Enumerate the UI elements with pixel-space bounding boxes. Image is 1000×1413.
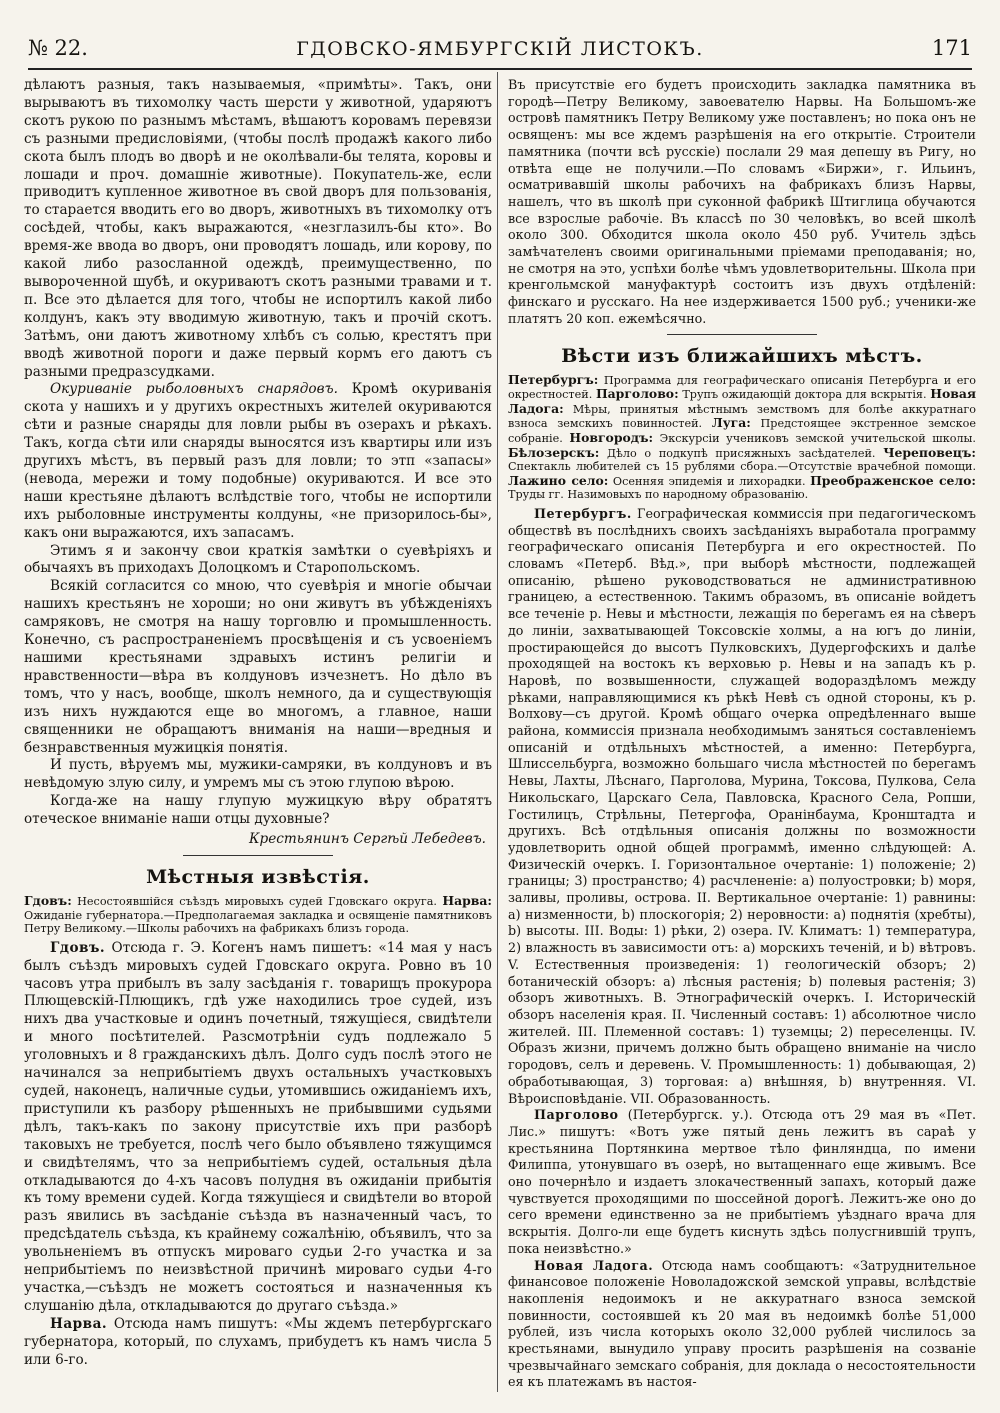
summary-text: Мѣры, принятыя мѣстнымъ земствомъ для болѣе аккуратнаго взноса земскихъ повинностей. bbox=[508, 402, 976, 431]
news-item-text: Отсюда намъ пишутъ: «Мы ждемъ петербургскаго губернатора, который, по слухамъ, прибудетъ къ намъ числа 5 или 6-го. bbox=[24, 1315, 492, 1368]
news-item-text: Отсюда г. Э. Когенъ намъ пишетъ: «14 мая у насъ былъ съѣздъ мировыхъ судей Гдовскаго округа. Ровно въ 10 часовъ утра прибылъ въ залу засѣданія г. товарищъ прокурора Плющевскій-Плющикъ, гдѣ уже находились трое судей, изъ нихъ два участковые и одинъ почетный, тяжущіеся, свидѣтели и много посѣтителей. Разсмотрѣніи судъ подлежало 5 уголовныхъ и 8 гражданскихъ дѣлъ. Долго судъ послѣ этого не начинался за неприбытіемъ двухъ остальныхъ участковыхъ судей, наконецъ, наличные судьи, утомившись ожиданіемъ ихъ, приступили къ разбору рѣшенныхъ не прибывшими судьями дѣлъ, такъ-какъ по закону присутствіе ихъ при разборѣ таковыхъ не требуется, послѣ чего было объявлено тяжущимся и свидѣтелямъ, что за неприбытіемъ судей, остальныя дѣла откладываются до 4-хъ часовъ полудня въ ожиданіи прибытія къ тому времени судей. Когда тяжущіеся и свидѣтели во второй разъ явились въ засѣданіе съѣзда въ назначенный часъ, то предсѣдатель съѣзда, къ крайнему сожалѣнію, объявилъ, что за увольненіемъ въ отпускъ мироваго судьи 2-го участка и за неприбытіемъ по неизвѣстной причинѣ мироваго судьи 4-го участка,—съѣздъ не можетъ состояться и назначенныя къ слушанію дѣла, откладываются до другаго съѣзда.» bbox=[24, 939, 492, 1314]
summary-place: Новгородъ: bbox=[569, 429, 654, 445]
summary-place: Новая Ладога: bbox=[508, 386, 976, 416]
author-signature: Крестьянинъ Сергѣй Лебедевъ. bbox=[249, 831, 486, 848]
summary-place: Преображенское село: bbox=[810, 472, 977, 488]
summary-place: Петербургъ: bbox=[508, 371, 599, 387]
paragraph: Когда-же на нашу глупую мужицкую вѣру обратятъ отеческое вниманіе наши отцы духовные? bbox=[24, 793, 492, 828]
news-item-place: Парголово bbox=[534, 1107, 619, 1123]
paragraph-text: Кромѣ окуриванія скота у нашихъ и у другихъ окрестныхъ жителей окуриваются сѣти и разные снаряды для ловли рыбы въ озерахъ и рѣкахъ. Такъ, когда сѣти или снаряды выносятся изъ квартиры или изъ другихъ мѣстъ, въ первый разъ для ловли; то этп «запасы» (невода, мережи и тому подобные) окуриваются. И все это наши крестьяне дѣлаютъ вслѣдствіе того, чтобы не испортили ихъ рыболовные инструменты колдуны, «не призорилось-бы», какъ они выражаются, ихъ запасамъ. bbox=[24, 381, 492, 541]
news-item bbox=[508, 1258, 976, 1392]
news-item bbox=[508, 506, 976, 1107]
summary-place: Парголово: bbox=[595, 386, 679, 402]
section-separator bbox=[183, 855, 333, 856]
newspaper-title: ГДОВСКО-ЯМБУРГСКІЙ ЛИСТОКЪ. bbox=[296, 38, 704, 60]
news-item-place: Петербургъ. bbox=[534, 505, 632, 521]
paragraph-lead: Окуриваніе рыболовныхъ снарядовъ. bbox=[50, 381, 338, 398]
summary-place: Череповецъ: bbox=[883, 444, 976, 460]
summary-text: Трупъ ожидающій доктора для вскрытія. bbox=[678, 388, 931, 402]
column-divider bbox=[497, 72, 498, 1392]
summary-text: Программа для географическаго описанія Петербурга и его окрестностей. bbox=[508, 373, 976, 402]
paragraph: Въ присутствіе его будетъ происходить закладка памятника въ городѣ—Петру Великому, завоевателю Нарвы. На Большомъ-же островѣ памятникъ Петру Великому уже поставленъ; но пока онъ не освященъ: мы все ждемъ разрѣшенія на его открытіе. Строители памятника (почти всѣ русскіе) послали 29 мая депешу въ Ригу, но отвѣта еще не получили.—По словамъ «Биржи», г. Ильинъ, осматривавшій школы рабочихъ на фабрикахъ близъ Нарвы, нашелъ, что въ школѣ при суконной фабрикѣ Штиглица обучаются все взрослые рабочіе. Въ классѣ по 30 человѣкъ, во всей школѣ около 300. Обходится школа около 450 руб. Учитель здѣсь замѣчателенъ своими оригинальными пріемами преподаванія; но, не смотря на это, успѣхи болѣе чѣмъ удовлетворительны. Школа при кренгольмской мануфактурѣ состоитъ изъ двухъ отдѣленій: финскаго и русскаго. На нее издерживается 1500 руб.; ученики-же платятъ 20 коп. ежемѣсячно. bbox=[508, 77, 976, 326]
left-column bbox=[24, 77, 492, 1370]
section-separator bbox=[667, 334, 817, 335]
section-title: Мѣстныя извѣстія. bbox=[146, 865, 370, 888]
summary-text: Несостоявшійся съѣздъ мировыхъ судей Гдовскаго округа. bbox=[71, 894, 443, 908]
summary-text: Дѣло о подкупѣ присяжныхъ засѣдателей. bbox=[599, 446, 884, 460]
news-item-place: Новая Ладога. bbox=[534, 1257, 654, 1273]
section-title: Вѣсти изъ ближайшихъ мѣстъ. bbox=[561, 344, 923, 367]
page-number: 171 bbox=[931, 36, 972, 60]
news-item-text: (Петербургск. у.). Отсюда отъ 29 мая въ «Пет. Лис.» пишутъ: «Вотъ уже пятый день лежитъ въ сараѣ у крестьянина Портянкина мертвое тѣло финляндца, по имени Филиппа, утонувшаго въ озерѣ, но вытащеннаго еще живымъ. Все оно почернѣло и издаетъ злокачественный запахъ, который даже чувствуется проходящими по шоссейной дорогѣ. Лежитъ-же оно до сего времени единственно за не прибытіемъ уѣзднаго врача для вскрытія. Долго-ли еще будетъ киснуть здѣсь полусгнившій трупъ, пока неизвѣстно.» bbox=[508, 1107, 976, 1256]
summary-text: Предстоящее экстренное земское собраніе. bbox=[508, 417, 976, 445]
summary-text: Экскурсіи учениковъ земской учительской школы. bbox=[653, 431, 976, 445]
summary-text: Осенняя эпидемія и лихорадки. bbox=[608, 474, 811, 488]
news-item-text: Географическая коммиссія при педагогическомъ обществѣ въ послѣднихъ своихъ засѣданіяхъ выработала программу географическаго описанія Петербурга и его окрестностей. По словамъ «Петерб. Вѣд.», при выборѣ мѣстности, подлежащей описанію, рѣшено руководствоваться не административною границею, а естественною. Такимъ образомъ, въ описаніе войдетъ все теченіе р. Невы и мѣстности, лежащія по берегамъ ея на сѣверъ до линіи, захватывающей Токсовскіе холмы, а на югъ до линіи, простирающейся до высотъ Пулковскихъ, Дудергофскихъ и далѣе проходящей на востокъ къ верховью р. Невы и на западъ къ р. Наровѣ, по возвышенности, служащей водораздѣломъ между рѣками, направляющимися къ рѣкѣ Невѣ съ одной стороны, къ р. Волхову—съ другой. Кромѣ общаго очерка опредѣленнаго выше района, коммиссія признала необходимымъ заняться составленіемъ описаній и отдѣльныхъ мѣстностей, а именно: Петербурга, Шлиссельбурга, возможно большаго числа мѣстностей по берегамъ Невы, Лахты, Лѣснаго, Парголова, Мурина, Токсова, Пулкова, Села Никольскаго, Царскаго Села, Павловска, Красного Села, Ропши, Гостилицъ, Стрѣльны, Петергофа, Оранінбаума, Кронштадта и другихъ. Всѣ отдѣльныя описанія должны по возможности удовлетворить одной общей программѣ, именно слѣдующей: А. Физическій очеркъ. І. Горизонтальное очертаніе: 1) положеніе; 2) границы; 3) пространство; 4) расчлененіе: а) полуостровки; b) моря, заливы, проливы, острова. II. Вертикальное очертаніе: 1) равнины: а) низменности, b) плоскогорія; 2) неровности: а) поднятія (хребты), b) высоты. III. Воды: 1) рѣки, 2) озера. IV. Климатъ: 1) температура, 2) влажность въ зависимости отъ: а) морскихъ теченій, и b) вѣтровъ. V. Естественныя произведенія: 1) геологическій обзоръ; 2) ботаническій обзоръ: а) лѣсныя растенія; b) полевыя растенія; 3) обзоръ животныхъ. В. Этнографическій очеркъ. I. Историческій обзоръ населенія края. II. Численный составъ: 1) абсолютное число жителей. III. Племенной составъ: 1) туземцы; 2) переселенцы. IV. Образъ жизни, причемъ должно быть обращено вниманіе на число городовъ, селъ и деревень. V. Промышленность: 1) добывающая, 2) обработывающая, 3) торговая: а) внѣшняя, b) внутренняя. VI. Вѣроисповѣданіе. VII. Образованность. bbox=[508, 505, 976, 1106]
paragraph: И пусть, вѣруемъ мы, мужики-самряки, въ колдуновъ и въ невѣдомую злую силу, и умремъ мы съ этою глупою вѣрою. bbox=[24, 757, 492, 792]
paragraph: дѣлаютъ разныя, такъ называемыя, «примѣты». Такъ, они вырываютъ въ тихомолку часть шерсти у животной, ударяютъ скотъ рукою по разнымъ мѣстамъ, вѣшаютъ коровамъ перевязи съ разными предисловіями, (чтобы послѣ продажѣ какого либо скота былъ плодъ во дворѣ и не околѣвали-бы телята, коровы и лошади и проч. домашніе животные). Покупатель-же, если приводитъ купленное животное въ свой дворъ для пользованія, то старается вводить его во дворъ, животныхъ въ тихомолку отъ сосѣдей, чтобы, какъ выражаются, «незглазилъ-бы кто». Во время-же ввода во дворъ, они проводятъ лошадь, или корову, по какой либо разосланной одеждѣ, преимущественно, по вывороченной шубѣ, и окуриваютъ скотъ разными травами и т. п. Все это дѣлается для того, чтобы не испортилъ какой либо колдунъ, какъ эту вводимую животную, такъ и прочій скотъ. Затѣмъ, они даютъ животному хлѣбъ съ солью, крестятъ при вводѣ животной пороги и даже первый кормъ его даютъ съ разными предразсудками. bbox=[24, 77, 492, 380]
summary-place: Гдовъ: bbox=[24, 892, 72, 908]
summary-place: Луга: bbox=[711, 415, 751, 431]
right-column bbox=[508, 77, 976, 1391]
section-summary bbox=[508, 373, 976, 502]
news-item-place: Нарва. bbox=[50, 1315, 108, 1332]
paragraph bbox=[24, 381, 492, 542]
news-item-place: Гдовъ. bbox=[50, 939, 106, 956]
news-item bbox=[24, 1316, 492, 1370]
section-summary bbox=[24, 894, 492, 936]
summary-place: Нарва: bbox=[442, 892, 492, 908]
news-item bbox=[508, 1107, 976, 1257]
news-item bbox=[24, 940, 492, 1316]
header-rule bbox=[28, 68, 972, 70]
paragraph: Всякій согласится со мною, что суевѣрія и многіе обычаи нашихъ крестьянъ не хороши; но они живутъ въ убѣжденіяхъ самряковъ, не смотря на нашу торговлю и промышленность. Конечно, съ распространеніемъ просвѣщенія и съ усвоеніемъ нашими крестьянами здравыхъ истинъ религіи и нравственности—вѣра въ колдуновъ изчезнетъ. Но дѣло въ томъ, что у насъ, вообще, школъ немного, да и существующія изъ нихъ нуждаются еще во многомъ, а главное, наши священники не обращаютъ вниманія на наши—вредныя и безнравственныя мужицкія понятія. bbox=[24, 578, 492, 756]
page-header bbox=[28, 36, 972, 66]
paragraph: Этимъ я и закончу свои краткія замѣтки о суевѣріяхъ и обычаяхъ въ приходахъ Долоцкомъ и Старопольскомъ. bbox=[24, 542, 492, 577]
summary-text: Спектакль любителей съ 15 рублями сбора.—Отсутствіе врачебной помощи. bbox=[508, 460, 976, 474]
news-item-text: Отсюда намъ сообщаютъ: «Затруднительное финансовое положеніе Новоладожской земской управы, вслѣдствіе накопленія недоимокъ и не аккуратнаго взноса земской повинности, состоявшей къ 20 мая въ недоимкѣ болѣе 51,000 рублей, изъ числа которыхъ около 32,000 рублей числилось за крестьянами, вынудило управу просить разрѣшенія на созваніе чрезвычайнаго земскаго собранія, для доклада о несостоятельности ея къ платежамъ въ настоя- bbox=[508, 1257, 976, 1390]
issue-number: № 22. bbox=[28, 36, 88, 60]
summary-text: Труды гг. Назимовыхъ по народному образованію. bbox=[508, 488, 809, 502]
summary-text: Ожиданіе губернатора.—Предполагаемая закладка и освященіе памятниковъ Петру Великому.—Школы рабочихъ на фабрикахъ близъ города. bbox=[24, 908, 492, 936]
summary-place: Бѣлозерскъ: bbox=[508, 444, 600, 460]
summary-place: Лажино село: bbox=[508, 472, 609, 488]
